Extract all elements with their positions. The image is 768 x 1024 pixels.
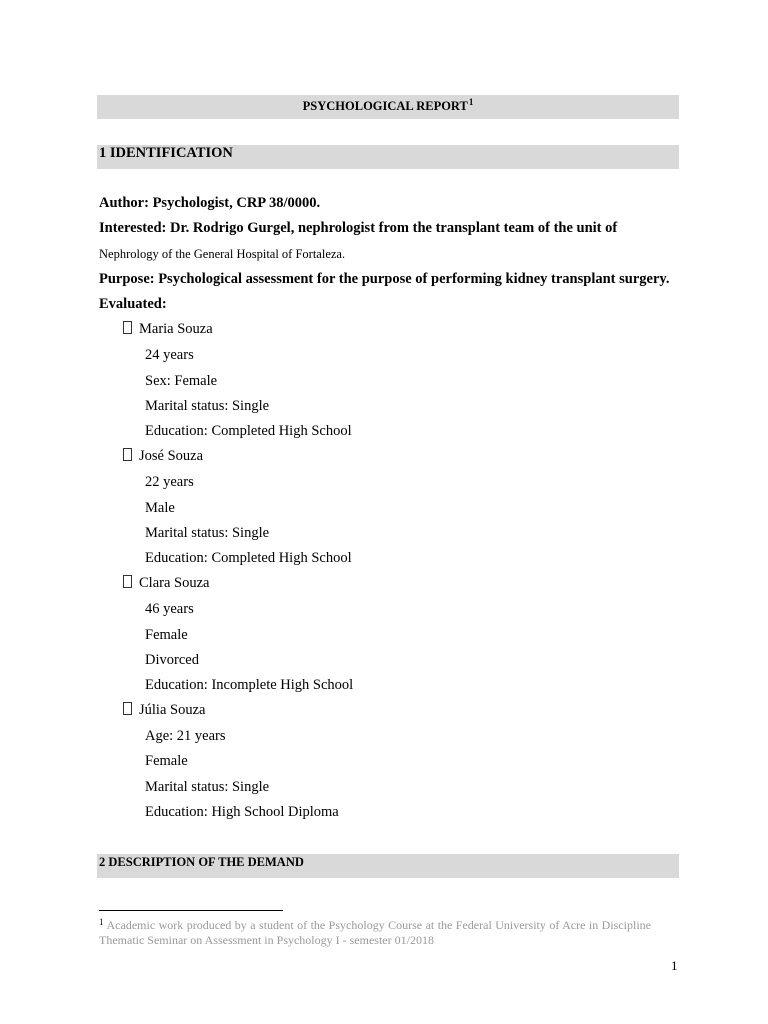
author-line: Author: Psychologist, CRP 38/0000. xyxy=(99,195,321,211)
person-detail: 46 years xyxy=(145,601,194,617)
checkbox-bullet-icon xyxy=(123,702,132,715)
evaluated-person xyxy=(123,701,205,719)
footnote xyxy=(99,915,651,948)
section-2-heading: 2 DESCRIPTION OF THE DEMAND xyxy=(99,855,304,869)
report-title xyxy=(97,95,679,113)
person-detail: Marital status: Single xyxy=(145,779,270,795)
person-detail: 22 years xyxy=(145,474,194,490)
person-detail: Divorced xyxy=(145,652,199,668)
section-2-band xyxy=(97,854,679,878)
person-detail: 24 years xyxy=(145,347,194,363)
person-name: José Souza xyxy=(139,448,204,464)
person-detail: Sex: Female xyxy=(145,373,218,389)
evaluated-person xyxy=(123,320,213,338)
person-detail: Education: Incomplete High School xyxy=(145,677,354,693)
person-detail: Marital status: Single xyxy=(145,525,270,541)
person-detail: Female xyxy=(145,753,188,769)
checkbox-bullet-icon xyxy=(123,448,132,461)
person-detail: Female xyxy=(145,627,188,643)
interested-line: Interested: Dr. Rodrigo Gurgel, nephrologist from the transplant team of the unit of xyxy=(99,220,618,236)
footnote-mark: 1 xyxy=(99,917,104,927)
person-name: Clara Souza xyxy=(139,575,210,591)
person-detail: Education: High School Diploma xyxy=(145,804,339,820)
person-detail: Male xyxy=(145,500,175,516)
evaluated-person xyxy=(123,447,203,465)
checkbox-bullet-icon xyxy=(123,575,132,588)
evaluated-person xyxy=(123,574,209,592)
interested-line-continued: Nephrology of the General Hospital of Fortaleza. xyxy=(99,247,346,261)
evaluated-label: Evaluated: xyxy=(99,296,167,312)
person-detail: Marital status: Single xyxy=(145,398,270,414)
report-title-text: PSYCHOLOGICAL REPORT xyxy=(302,99,468,113)
footnote-reference: 1 xyxy=(468,97,474,107)
purpose-line: Purpose: Psychological assessment for the purpose of performing kidney transplant surgery. xyxy=(99,271,670,287)
person-name: Maria Souza xyxy=(139,321,213,337)
section-1-heading: 1 IDENTIFICATION xyxy=(99,145,233,161)
page-number: 1 xyxy=(671,958,678,973)
section-1-band xyxy=(97,145,679,169)
footnote-text: Academic work produced by a student of the Psychology Course at the Federal University of Acre in Discipline Thematic Seminar on Assessment in Psychology I - semester 01/2018 xyxy=(99,918,651,947)
person-detail: Age: 21 years xyxy=(145,728,226,744)
person-name: Júlia Souza xyxy=(139,702,206,718)
checkbox-bullet-icon xyxy=(123,321,132,334)
report-title-band xyxy=(97,95,679,119)
person-detail: Education: Completed High School xyxy=(145,550,352,566)
person-detail: Education: Completed High School xyxy=(145,423,352,439)
footnote-separator xyxy=(99,910,283,911)
